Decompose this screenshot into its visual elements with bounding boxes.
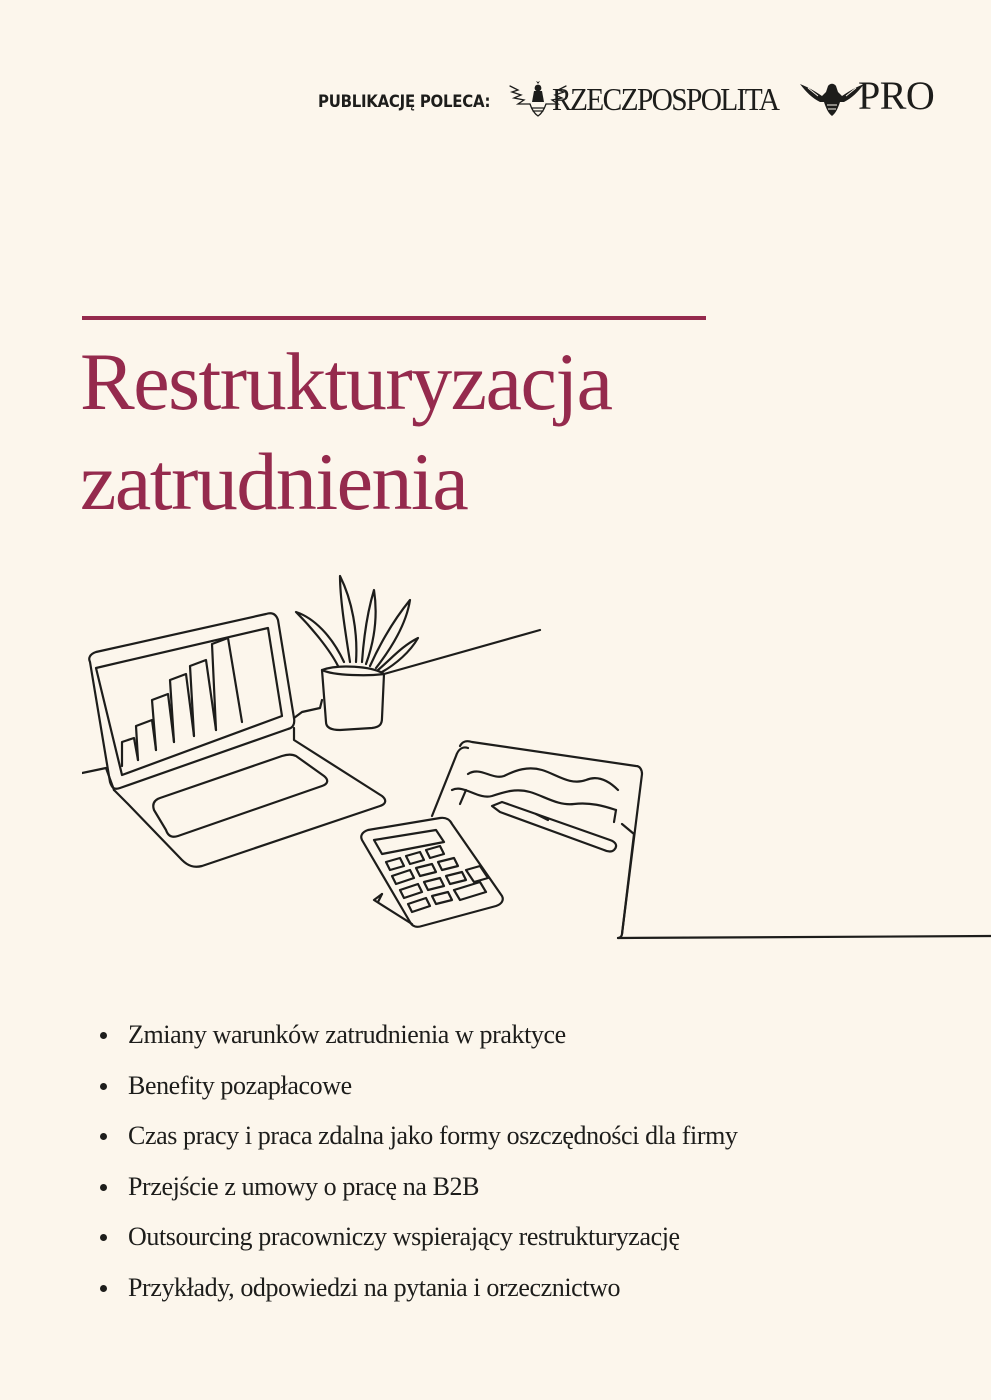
office-desk-illustration — [82, 570, 991, 950]
publisher-header — [318, 74, 948, 122]
rzeczpospolita-wordmark: RZECZPOSPOLITA — [552, 81, 779, 117]
list-item-text: Outsourcing pracowniczy wspierający restrukturyzację — [128, 1222, 680, 1251]
list-item — [100, 1212, 920, 1263]
bullet-icon — [100, 1133, 107, 1140]
bullet-icon — [100, 1032, 107, 1039]
rzeczpospolita-logo — [508, 76, 788, 120]
bullet-icon — [100, 1184, 107, 1191]
page-title — [80, 332, 840, 532]
list-item-text: Benefity pozapłacowe — [128, 1070, 352, 1100]
floor-line — [618, 936, 991, 938]
list-item — [100, 1162, 920, 1213]
list-item-text: Czas pracy i praca zdalna jako formy oszczędności dla firmy — [128, 1121, 738, 1150]
rzeczpospolita-pro-logo — [800, 74, 940, 122]
list-item — [100, 1111, 920, 1162]
bullet-icon — [100, 1234, 107, 1241]
calculator-icon — [361, 818, 503, 927]
list-item-text: Zmiany warunków zatrudnienia w praktyce — [128, 1020, 566, 1049]
laptop-with-chart-icon — [89, 613, 385, 867]
bullet-icon — [100, 1285, 107, 1292]
topics-list — [100, 1010, 920, 1313]
title-rule — [82, 316, 706, 320]
recommend-label: PUBLIKACJĘ POLECA: — [318, 92, 491, 112]
list-item-text: Przejście z umowy o pracę na B2B — [128, 1171, 480, 1201]
pro-wordmark: PRO — [858, 73, 935, 118]
potted-plant-icon — [296, 576, 418, 730]
list-item — [100, 1263, 920, 1314]
list-item — [100, 1010, 920, 1061]
bullet-icon — [100, 1083, 107, 1090]
title-line-1: Restrukturyzacja — [80, 336, 612, 427]
title-line-2: zatrudnienia — [80, 436, 468, 527]
list-item — [100, 1061, 920, 1112]
eagle-emblem-icon — [800, 78, 864, 118]
list-item-text: Przykłady, odpowiedzi na pytania i orzecznictwo — [128, 1272, 621, 1302]
